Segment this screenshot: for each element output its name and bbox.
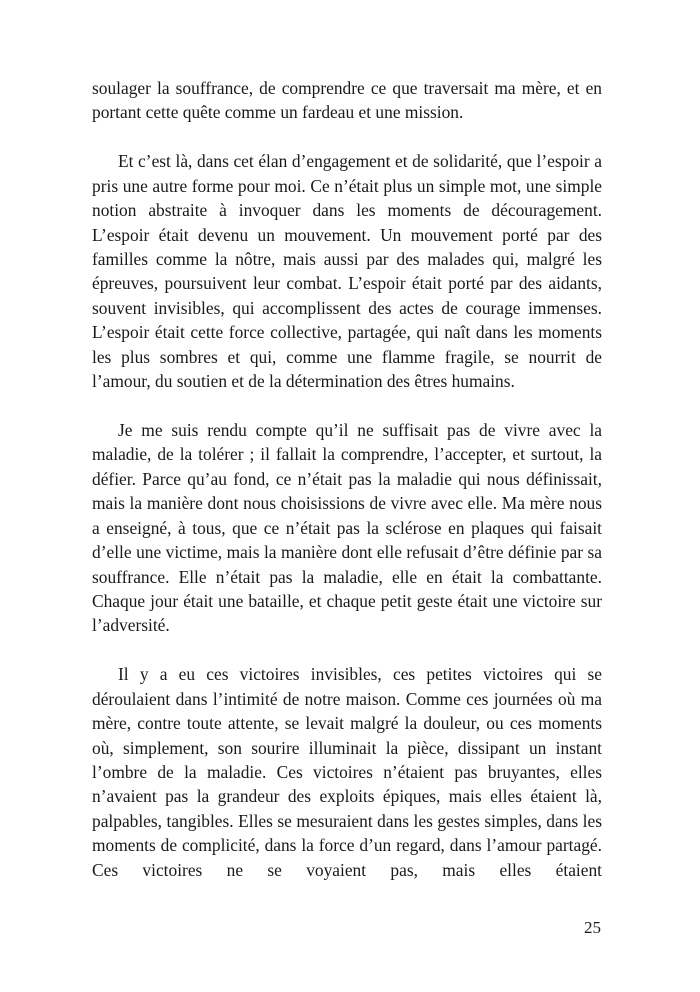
body-text <box>92 76 602 882</box>
paragraph-continuation: soulager la souffrance, de comprendre ce que traversait ma mère, et en portant cette quête comme un fardeau et une mission. <box>92 78 602 123</box>
paragraph-invisible-victories: Il y a eu ces victoires invisibles, ces petites victoires qui se déroulaient dans l’intimité de notre maison. Comme ces journées où ma mère, contre toute attente, se levait malgré la douleur, ou ces moments où, simplement, son sourire illuminait la pièce, dissipant un instant l’ombre de la maladie. Ces victoires n’étaient pas bruyantes, elles n’avaient pas la grandeur des exploits épiques, mais elles étaient là, palpables, tangibles. Elles se mesuraient dans les gestes simples, dans les moments de complicité, dans la force d’un regard, dans l’amour partagé. Ces victoires ne se voyaient pas, mais elles étaient <box>92 664 602 880</box>
page-number: 25 <box>584 918 601 937</box>
paragraph-defy-illness: Je me suis rendu compte qu’il ne suffisait pas de vivre avec la maladie, de la tolérer ; il fallait la comprendre, l’accepter, et surtout, la défier. Parce qu’au fond, ce n’était pas la maladie qui nous définissait, mais la manière dont nous choisissions de vivre avec elle. Ma mère nous a enseigné, à tous, que ce n’était pas la sclérose en plaques qui faisait d’elle une victime, mais la manière dont elle refusait d’être définie par sa souffrance. Elle n’était pas la maladie, elle en était la combattante. Chaque jour était une bataille, et chaque petit geste était une victoire sur l’adversité. <box>92 420 602 636</box>
paragraph-hope-movement: Et c’est là, dans cet élan d’engagement et de solidarité, que l’espoir a pris une autre forme pour moi. Ce n’était plus un simple mot, une simple notion abstraite à invoquer dans les moments de découragement. L’espoir était devenu un mouvement. Un mouvement porté par des familles comme la nôtre, mais aussi par des malades qui, malgré les épreuves, poursuivent leur combat. L’espoir était porté par des aidants, souvent invisibles, qui accomplissent des actes de courage immenses. L’espoir était cette force collective, partagée, qui naît dans les moments les plus sombres et qui, comme une flamme fragile, se nourrit de l’amour, du soutien et de la détermination des êtres humains. <box>92 151 602 392</box>
